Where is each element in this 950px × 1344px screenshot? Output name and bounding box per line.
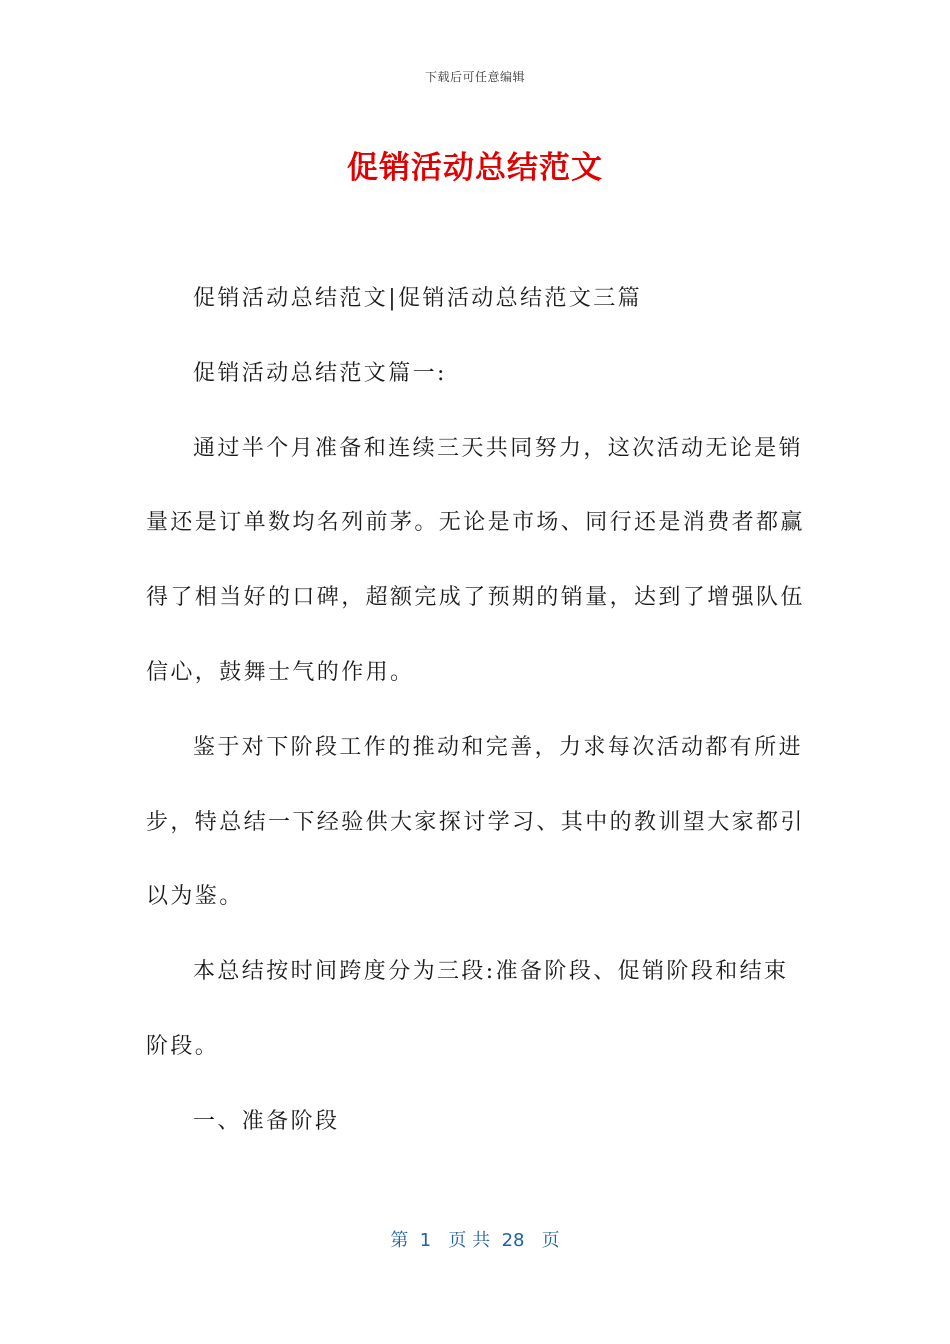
paragraph-stage-heading: 一、准备阶段 — [193, 1108, 340, 1134]
paragraph-intro: 通过半个月准备和连续三天共同努力，这次活动无论是销量还是订单数均名列前茅。无论是市场、同行还是消费者都赢得了相当好的口碑，超额完成了预期的销量，达到了增强队伍信心，鼓舞士气的作用。 — [146, 435, 805, 685]
paragraph-structure: 本总结按时间跨度分为三段:准备阶段、促销阶段和结束阶段。 — [146, 959, 789, 1059]
document-title: 促销活动总结范文 — [347, 150, 603, 186]
page-number-footer: 第 1 页 共 28 页 — [390, 1230, 560, 1251]
paragraph-section-heading: 促销活动总结范文篇一: — [193, 360, 447, 386]
paragraph-subtitle: 促销活动总结范文|促销活动总结范文三篇 — [193, 286, 643, 311]
header-note: 下载后可任意编辑 — [424, 70, 525, 84]
document-body — [146, 262, 806, 1160]
paragraph-purpose: 鉴于对下阶段工作的推动和完善，力求每次活动都有所进步，特总结一下经验供大家探讨学习、其中的教训望大家都引以为鉴。 — [146, 734, 805, 910]
